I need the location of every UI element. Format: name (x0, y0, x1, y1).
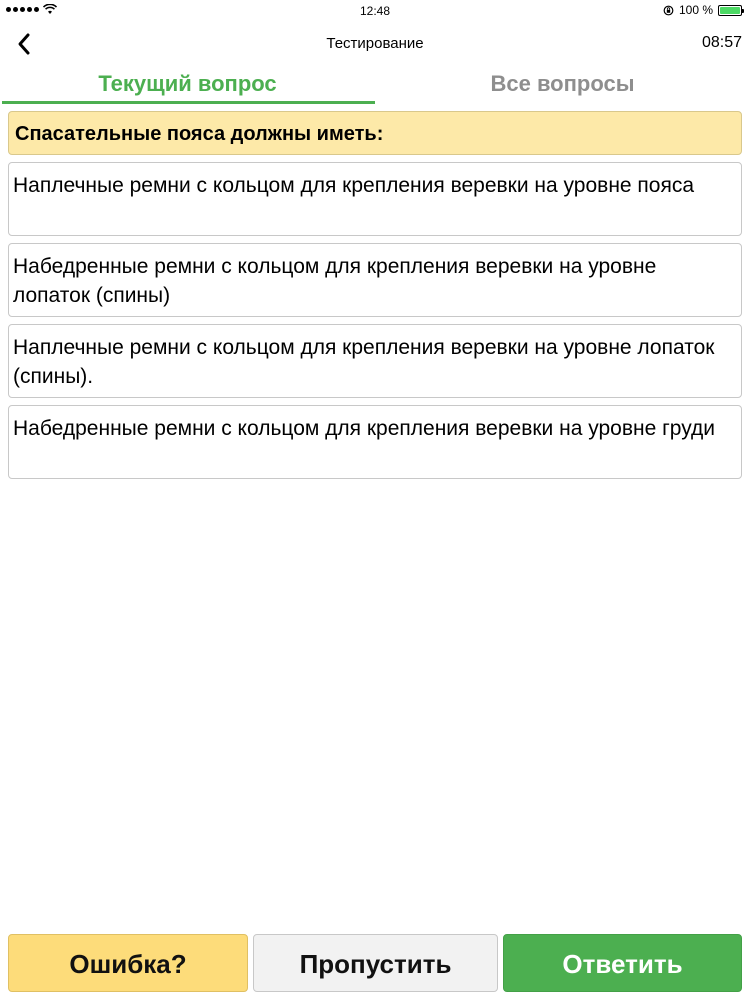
question-text: Спасательные пояса должны иметь: (8, 111, 742, 155)
battery-icon (718, 5, 742, 16)
timer: 08:57 (701, 34, 742, 51)
answer-option-2[interactable]: Набедренные ремни с кольцом для крепления веревки на уровне лопаток (спины) (8, 243, 742, 317)
answer-button[interactable]: Ответить (503, 934, 742, 992)
orientation-lock-icon (663, 5, 674, 16)
answer-option-4[interactable]: Набедренные ремни с кольцом для крепления веревки на уровне груди (8, 405, 742, 479)
action-bar (8, 934, 742, 992)
battery-level (720, 7, 740, 14)
status-right (663, 3, 742, 17)
answer-option-3[interactable]: Наплечные ремни с кольцом для крепления веревки на уровне лопаток (спины). (8, 324, 742, 398)
report-error-button[interactable]: Ошибка? (8, 934, 248, 992)
status-bar (0, 0, 750, 22)
answers-list (8, 162, 742, 486)
page-title: Тестирование (326, 35, 424, 52)
tab-all-questions[interactable]: Все вопросы (490, 71, 635, 96)
tab-bar (0, 66, 750, 104)
navigation-bar (0, 22, 750, 66)
skip-button[interactable]: Пропустить (253, 934, 498, 992)
battery-percentage: 100 % (678, 3, 713, 17)
tab-current-question[interactable]: Текущий вопрос (0, 66, 375, 104)
answer-option-1[interactable]: Наплечные ремни с кольцом для крепления веревки на уровне пояса (8, 162, 742, 236)
status-time: 12:48 (359, 4, 391, 18)
